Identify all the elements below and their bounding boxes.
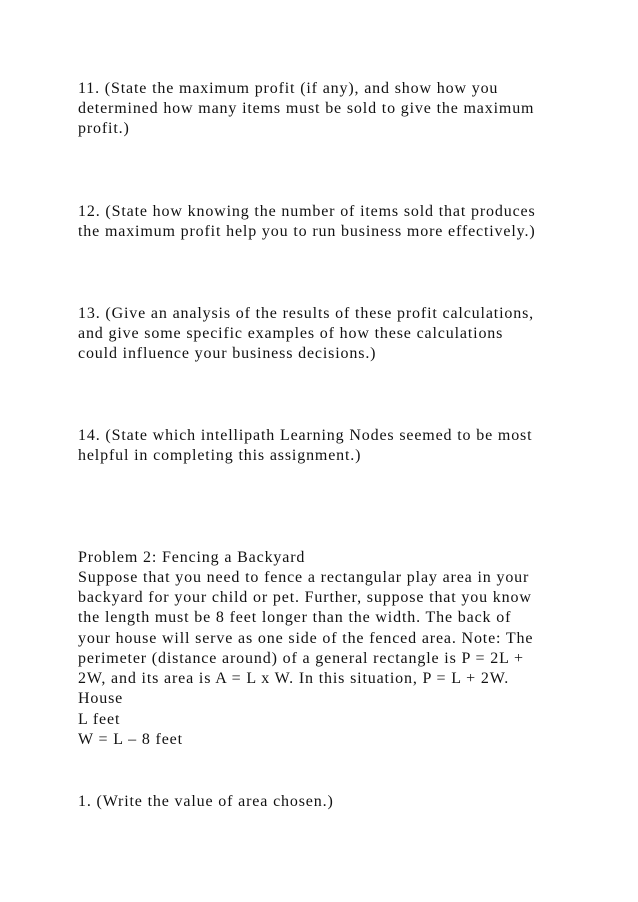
question-12-line-2: the maximum profit help you to run business more effectively.) (78, 223, 536, 240)
house-label: House (78, 690, 124, 707)
question-13-line-2: and give some specific examples of how these calculations (78, 325, 504, 342)
problem-2-body-line: Suppose that you need to fence a rectangular play area in your (78, 569, 530, 586)
question-13-line-3: could influence your business decisions.) (78, 345, 377, 362)
problem-2-body-line: your house will serve as one side of the fenced area. Note: The (78, 630, 534, 647)
length-label: L feet (78, 711, 121, 728)
problem-2-heading: Problem 2: Fencing a Backyard (78, 549, 306, 566)
question-12-line-1: 12. (State how knowing the number of items sold that produces (78, 203, 536, 220)
question-11-line-1: 11. (State the maximum profit (if any), and show how you (78, 80, 499, 97)
problem-2-body-line: 2W, and its area is A = L x W. In this situation, P = L + 2W. (78, 670, 510, 687)
problem-2-body-line: backyard for your child or pet. Further, suppose that you know (78, 589, 532, 606)
question-11-line-3: profit.) (78, 120, 130, 137)
problem-2-body-line: the length must be 8 feet longer than the width. The back of (78, 609, 512, 626)
question-1-line-1: 1. (Write the value of area chosen.) (78, 793, 334, 810)
width-label: W = L – 8 feet (78, 731, 183, 748)
question-14-line-2: helpful in completing this assignment.) (78, 447, 362, 464)
question-13-line-1: 13. (Give an analysis of the results of these profit calculations, (78, 305, 534, 322)
problem-2-body-line: perimeter (distance around) of a general rectangle is P = 2L + (78, 650, 524, 667)
question-11-line-2: determined how many items must be sold to give the maximum (78, 100, 535, 117)
question-14-line-1: 14. (State which intellipath Learning Nodes seemed to be most (78, 427, 533, 444)
